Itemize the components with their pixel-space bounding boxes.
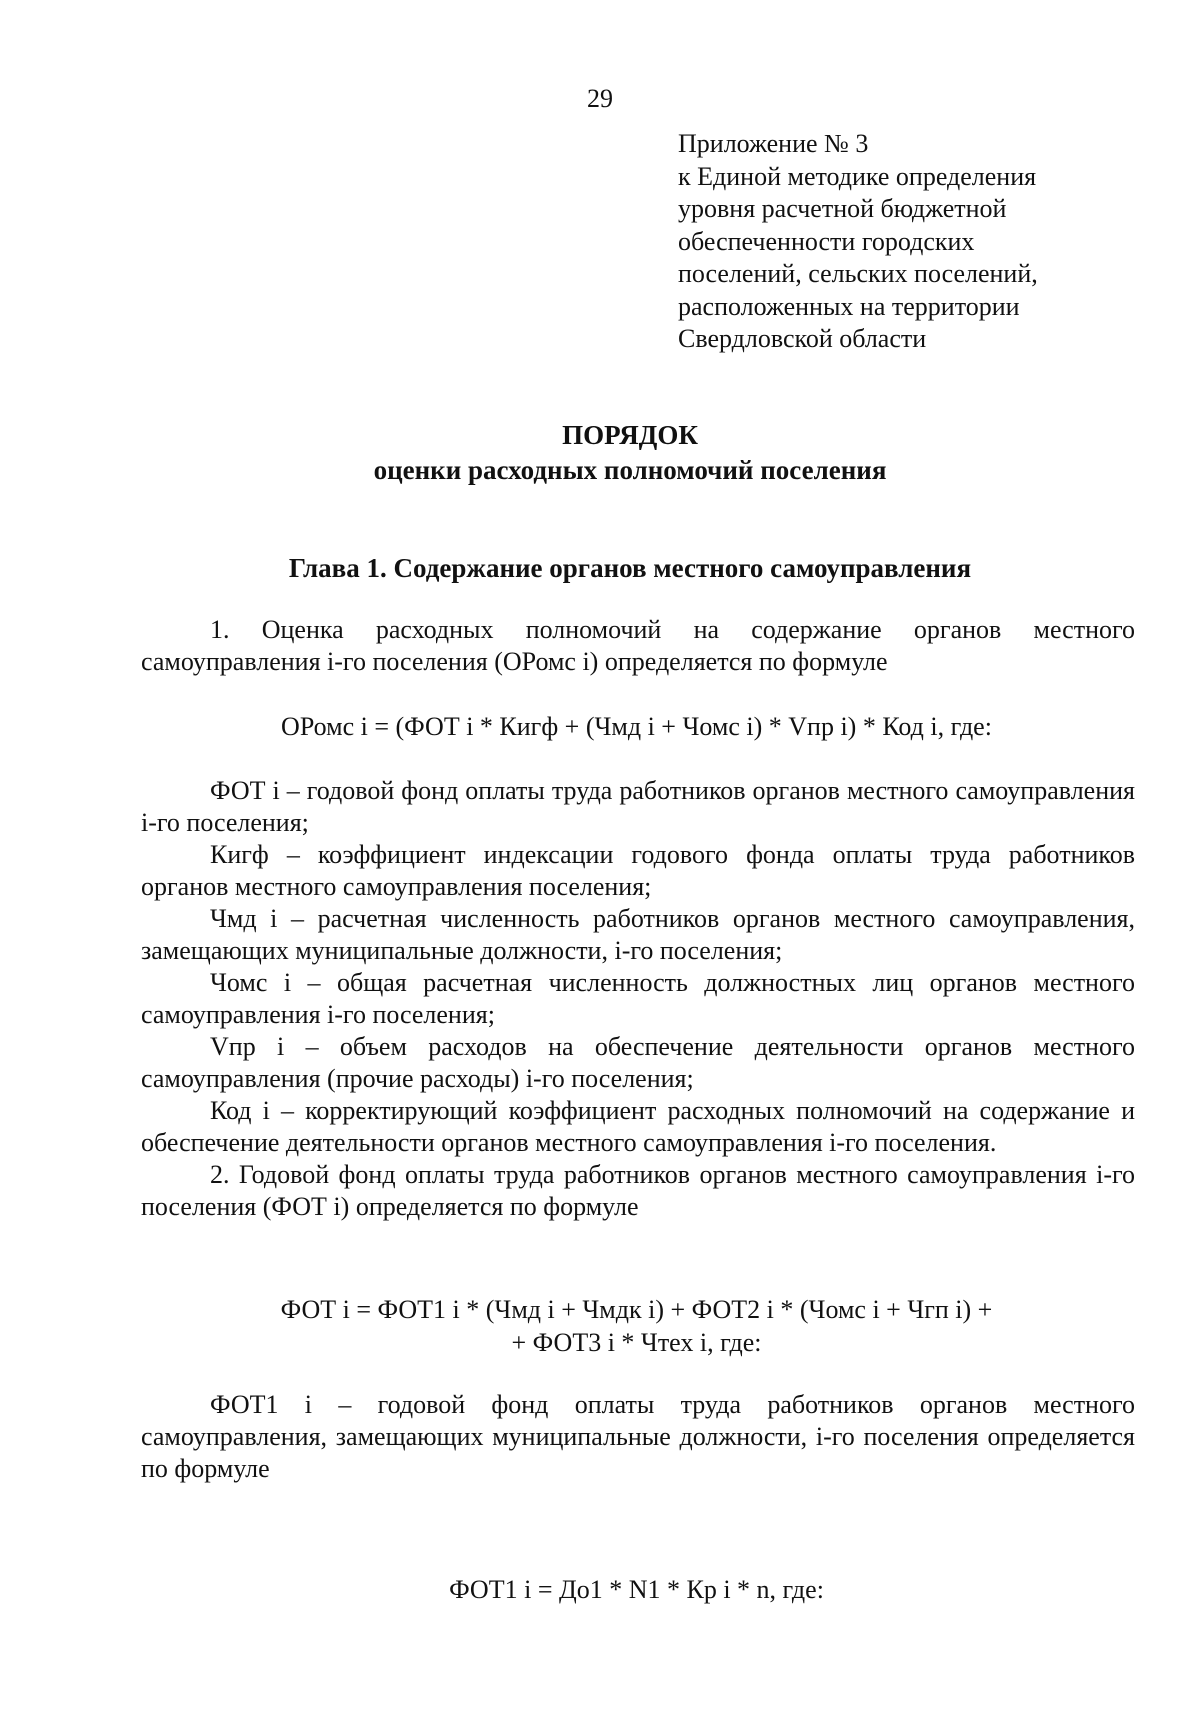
definition-fot: ФОТ i – годовой фонд оплаты труда работников органов местного самоуправления i-го поселения;: [141, 776, 1135, 837]
formula-fot-line2: + ФОТ3 i * Чтех i, где:: [511, 1328, 762, 1357]
page-number: 29: [587, 84, 613, 113]
appendix-line: расположенных на территории: [678, 291, 1020, 321]
definition-kigf: Кигф – коэффициент индексации годового фонда оплаты труда работников органов местного самоуправления поселения;: [141, 840, 1135, 901]
chapter-heading: Глава 1. Содержание органов местного самоуправления: [288, 553, 972, 583]
definition-chmd: Чмд i – расчетная численность работников органов местного самоуправления, замещающих муниципальные должности, i-го поселения;: [141, 904, 1135, 965]
formula-oromc: ОРомс i = (ФОТ i * Кигф + (Чмд i + Чомс i) * Vпр i) * Код i, где:: [281, 712, 992, 741]
paragraph-block-1: [141, 614, 1135, 678]
definition-vpr: Vпр i – объем расходов на обеспечение деятельности органов местного самоуправления (прочие расходы) i-го поселения;: [141, 1032, 1135, 1093]
formula-fot-line1: ФОТ i = ФОТ1 i * (Чмд i + Чмдк i) + ФОТ2 i * (Чомс i + Чгп i) +: [280, 1295, 993, 1324]
paragraph-block-3: [141, 1389, 1135, 1485]
appendix-line: поселений, сельских поселений,: [678, 259, 1038, 288]
document-subtitle: оценки расходных полномочий поселения: [373, 455, 887, 485]
appendix-line: уровня расчетной бюджетной: [678, 194, 1007, 223]
appendix-line: к Единой методике определения: [678, 161, 1037, 191]
definitions-block: [141, 775, 1135, 1223]
definition-fot1: ФОТ1 i – годовой фонд оплаты труда работников органов местного самоуправления, замещающих муниципальные должности, i-го поселения определяется по формуле: [141, 1390, 1135, 1483]
appendix-header: [678, 128, 1178, 356]
definition-kod: Код i – корректирующий коэффициент расходных полномочий на содержание и обеспечение деятельности органов местного самоуправления i-го поселения.: [141, 1096, 1135, 1157]
appendix-line: Приложение № 3: [678, 129, 869, 158]
formula-fot1: ФОТ1 i = До1 * N1 * Кр i * n, где:: [449, 1575, 824, 1604]
paragraph-1: 1. Оценка расходных полномочий на содержание органов местного самоуправления i-го поселения (ОРомс i) определяется по формуле: [141, 615, 1135, 676]
paragraph-2: 2. Годовой фонд оплаты труда работников органов местного самоуправления i-го поселения (ФОТ i) определяется по формуле: [141, 1160, 1135, 1221]
definition-choms: Чомс i – общая расчетная численность должностных лиц органов местного самоуправления i-го поселения;: [141, 968, 1135, 1029]
appendix-line: Свердловской области: [678, 324, 927, 353]
appendix-line: обеспеченности городских: [678, 226, 975, 256]
document-title: ПОРЯДОК: [562, 420, 698, 450]
